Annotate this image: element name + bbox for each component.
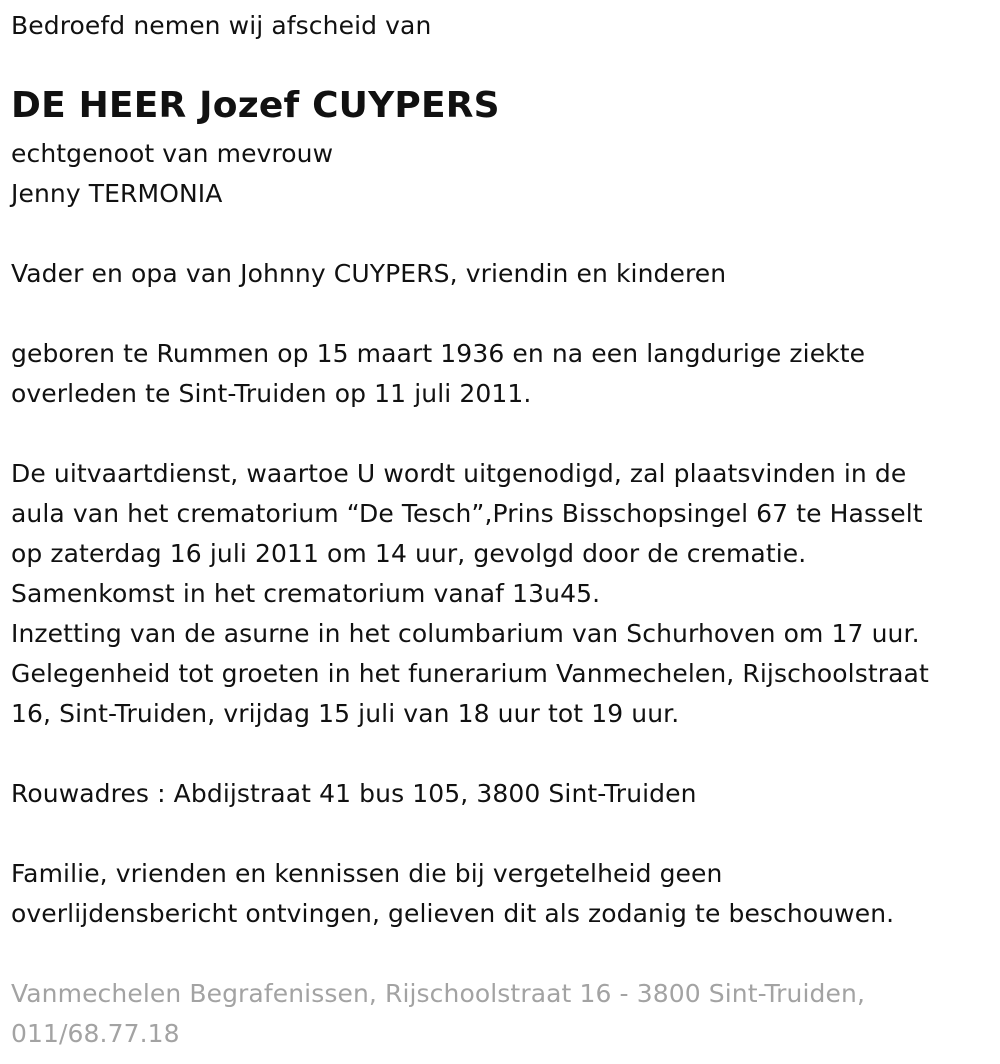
service-line-4: Samenkomst in het crematorium vanaf 13u45. — [11, 579, 601, 608]
intro-text: Bedroefd nemen wij afscheid van — [11, 11, 432, 40]
footer-line-1: Vanmechelen Begrafenissen, Rijschoolstraat 16 - 3800 Sint-Truiden, — [11, 979, 865, 1008]
footer-line-2: 011/68.77.18 — [11, 1019, 180, 1048]
spouse-line-1: echtgenoot van mevrouw — [11, 139, 334, 168]
birth-line-2: overleden te Sint-Truiden op 11 juli 2011. — [11, 379, 532, 408]
service-paragraph — [11, 454, 929, 734]
funeral-home-footer — [11, 974, 865, 1054]
family-line-2: overlijdensbericht ontvingen, gelieven dit als zodanig te beschouwen. — [11, 899, 895, 928]
birth-line-1: geboren te Rummen op 15 maart 1936 en na een langdurige ziekte — [11, 339, 866, 368]
service-line-5: Inzetting van de asurne in het columbarium van Schurhoven om 17 uur. — [11, 619, 920, 648]
service-line-1: De uitvaartdienst, waartoe U wordt uitgenodigd, zal plaatsvinden in de — [11, 459, 907, 488]
service-line-2: aula van het crematorium “De Tesch”,Prins Bisschopsingel 67 te Hasselt — [11, 499, 923, 528]
deceased-name: DE HEER Jozef CUYPERS — [11, 85, 500, 126]
service-line-6: Gelegenheid tot groeten in het funerarium Vanmechelen, Rijschoolstraat — [11, 659, 929, 688]
family-line-1: Familie, vrienden en kennissen die bij vergetelheid geen — [11, 859, 723, 888]
father-line: Vader en opa van Johnny CUYPERS, vriendin en kinderen — [11, 259, 727, 288]
service-line-7: 16, Sint-Truiden, vrijdag 15 juli van 18 uur tot 19 uur. — [11, 699, 680, 728]
service-line-3: op zaterdag 16 juli 2011 om 14 uur, gevolgd door de crematie. — [11, 539, 807, 568]
birth-paragraph — [11, 334, 865, 414]
mourning-address: Rouwadres : Abdijstraat 41 bus 105, 3800 Sint-Truiden — [11, 779, 697, 808]
family-paragraph — [11, 854, 894, 934]
spouse-line-2: Jenny TERMONIA — [11, 179, 223, 208]
